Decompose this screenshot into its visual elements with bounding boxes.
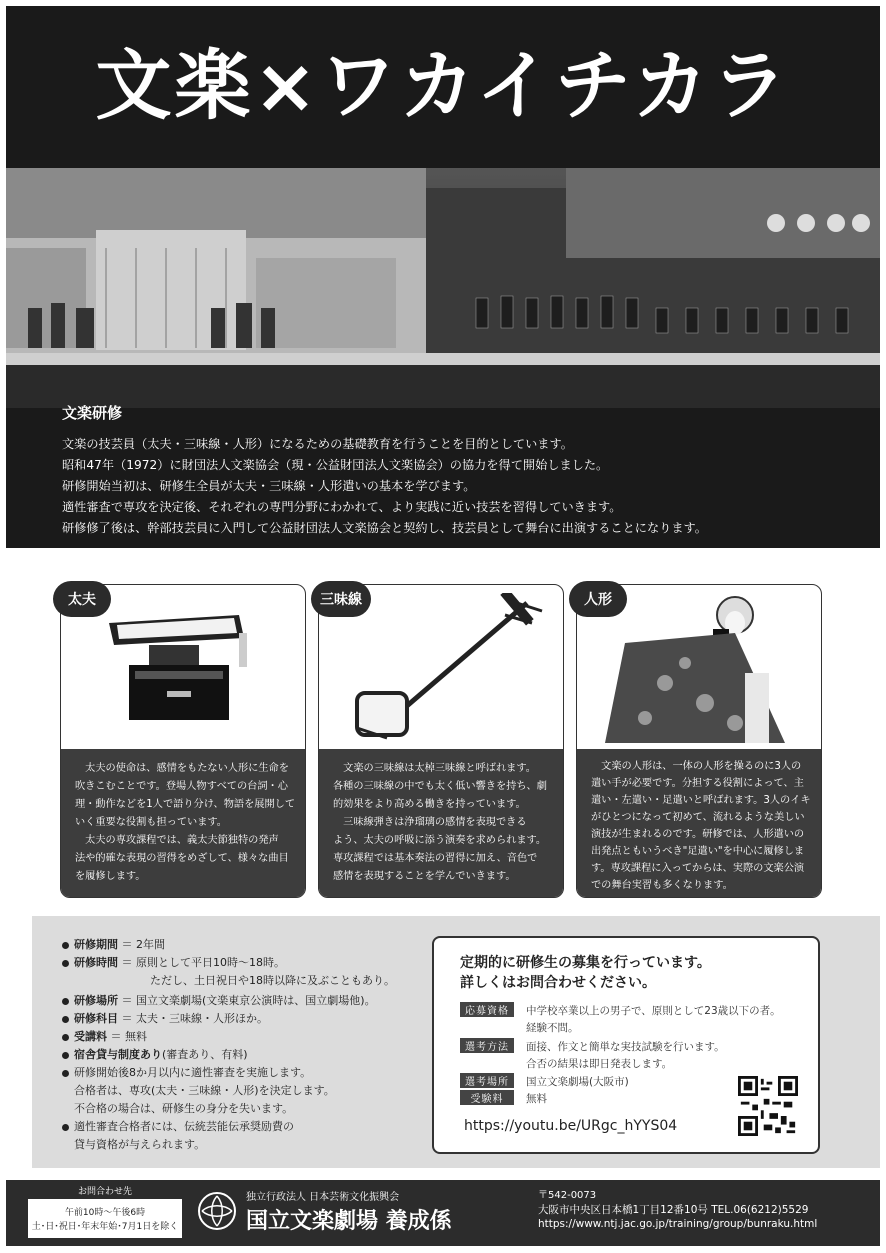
card-line: 三味線弾きは浄瑠璃の感情を表現できる [333,817,527,828]
card-line: よう、太夫の呼吸に添う演奏を求められます。 [333,835,547,846]
bullet-icon [62,942,69,949]
card-text [319,749,563,897]
tag-exam-fee: 受験料 [460,1090,514,1105]
card-line: 感情を表現することを学んでいきます。 [333,871,516,882]
recruit-box [432,936,820,1154]
card-line: 文楽の人形は、一体の人形を操るのに3人の [591,761,802,772]
spec-value: 太夫・三味線・人形ほか。 [136,1012,268,1025]
bullet-icon [62,998,69,1005]
hero-section [6,6,880,548]
tag-venue: 選考場所 [460,1073,514,1088]
intro-line: 適性審査で専攻を決定後、それぞれの専門分野にわかれて、より実践に近い技芸を習得していきます。 [62,500,622,514]
card-text [577,749,821,897]
card-line: 各種の三味線の中でも太く低い響きを持ち、劇 [333,781,547,792]
intro-heading: 文楽研修 [62,404,123,422]
spec-value: 原則として平日10時～18時。 [136,956,285,969]
card-line: 演技が生まれるのです。研修では、人形遣いの [591,829,805,840]
exam-fee-value: 無料 [526,1093,547,1105]
spec-review [62,1064,311,1080]
card-ningyo [576,584,822,898]
eligibility-value: 中学校卒業以上の男子で、原則として23歳以下の者。 [526,1005,781,1017]
contact-note: 土･日･祝日･年末年始･7月1日を除く [31,1222,179,1232]
intro-line: 研修修了後は、幹部技芸員に入門して公益財団法人文楽協会と契約し、技芸員として舞台に出演することになります。 [62,521,707,535]
card-line: 遣い手が必要です。分担する役割によって、主 [591,778,804,789]
card-line: がひとつになって初めて、流れるような美しい [591,812,805,823]
tag-method: 選考方法 [460,1038,514,1053]
intro-line: 文楽の技芸員（太夫・三味線・人形）になるための基礎教育を行うことを目的としています。 [62,437,573,451]
youtube-link[interactable]: https://youtu.be/URgc_hYYS04 [464,1118,678,1134]
recruit-heading: 定期的に研修生の募集を行っています。 [460,955,711,971]
card-line: 太夫の専攻課程では、義太夫節独特の発声 [75,835,279,846]
card-text [61,749,305,897]
card-shamisen [318,584,564,898]
card-line: 出発点ともいうべき"足遣い"を中心に履修しま [591,846,805,857]
contact-title: お問合わせ先 [28,1186,182,1199]
spec-label: 宿舎貸与制度あり [74,1048,162,1061]
spec-value: 無料 [125,1030,147,1043]
spec-hours: 研修時間 ＝ 原則として平日10時～18時。 [62,954,285,970]
intro-line: 研修開始当初は、研修生全員が太夫・三味線・人形遣いの基本を学びます。 [62,479,476,493]
theatre-name: 国立文楽劇場 養成係 [246,1209,452,1234]
card-line: を履修します。 [75,871,146,882]
card-line: 吹きこむことです。登場人物すべての台詞・心 [75,781,288,792]
tag-eligibility: 応募資格 [460,1002,514,1017]
spec-loan [62,1046,248,1062]
spec-period: 研修期間 ＝ 2年間 [62,936,165,952]
intro-line: 昭和47年（1972）に財団法人文楽協会（現・公益財団法人文楽協会）の協力を得て開始しました。 [62,458,609,472]
footer [6,1180,880,1246]
bullet-icon [62,960,69,967]
theatre-logo-icon [196,1190,238,1232]
tayu-stand-image [69,593,297,743]
spec-label: 受講料 [74,1030,107,1043]
spec-review-3: 不合格の場合は、研修生の身分を失います。 [74,1102,294,1115]
card-badge: 人形 [569,581,627,617]
contact-hours: 午前10時～午後6時 [64,1208,146,1218]
spec-aptitude-2: 貸与資格が与えられます。 [74,1138,206,1151]
spec-label: 研修時間 [74,956,118,969]
card-line: 法や的確な表現の習得をめざして、様々な曲目 [75,853,289,864]
spec-subjects: 研修科目 ＝ 太夫・三味線・人形ほか。 [62,1010,268,1026]
spec-value: 2年間 [136,938,165,951]
venue-value: 国立文楽劇場(大阪市) [526,1076,629,1088]
card-line: いく重要な役割も担っています。 [75,817,227,828]
spec-value: 適性審査合格者には、伝統芸能伝承奨励費の [74,1120,294,1133]
spec-value: 研修開始後8か月以内に適性審査を実施します。 [74,1066,312,1079]
method-value: 面接、作文と簡単な実技試験を行います。 [526,1041,725,1053]
spec-aptitude [62,1118,294,1134]
card-badge: 太夫 [53,581,111,617]
spec-value: 国立文楽劇場(文楽東京公演時は、国立劇場他)。 [136,994,376,1007]
bullet-icon [62,1016,69,1023]
stage-photo [6,168,880,408]
spec-label: 研修科目 [74,1012,118,1025]
card-line: 的効果をより高める働きを持っています。 [333,799,526,810]
contact-box [28,1186,182,1238]
card-line: 理・動作などを1人で語り分け、物語を展開して [75,799,296,810]
card-line: 専攻課程では基本奏法の習得に加え、音色で [333,853,538,864]
spec-label: 研修期間 [74,938,118,951]
spec-value: (審査あり、有料) [162,1048,248,1061]
page-title: 文楽×ワカイチカラ [95,41,791,130]
eligibility-note: 経験不問。 [526,1022,579,1034]
shamisen-image [327,593,555,743]
address: 大阪市中央区日本橋1丁目12番10号 TEL.06(6212)5529 [538,1204,809,1216]
bullet-icon [62,1070,69,1077]
method-note: 合否の結果は即日発表します。 [526,1058,673,1070]
recruit-subheading: 詳しくはお問合わせください。 [460,975,656,991]
card-line: 遣い・左遣い・足遣いと呼ばれます。3人のイキ [591,795,811,806]
qr-code-icon[interactable] [738,1076,798,1136]
postal-code: 〒542-0073 [538,1190,597,1201]
bullet-icon [62,1052,69,1059]
spec-review-2: 合格者は、専攻(太夫・三味線・人形)を決定します。 [74,1084,335,1097]
spec-label: 研修場所 [74,994,118,1007]
card-line: での舞台実習も多くなります。 [591,880,733,891]
puppet-image [585,593,813,743]
card-badge: 三味線 [311,581,371,617]
card-line: す。専攻課程に入ってからは、実際の文楽公演 [591,863,805,874]
bullet-icon [62,1034,69,1041]
card-line: 太夫の使命は、感情をもたない人形に生命を [75,763,289,774]
spec-fee: 受講料 ＝ 無料 [62,1028,147,1044]
organization-name: 独立行政法人 日本芸術文化振興会 [246,1192,400,1203]
spec-place: 研修場所 ＝ 国立文楽劇場(文楽東京公演時は、国立劇場他)。 [62,992,376,1008]
website-link[interactable]: https://www.ntj.jac.go.jp/training/group/bunraku.html [538,1218,818,1230]
card-tayu [60,584,306,898]
spec-hours-note: ただし、土日祝日や18時以降に及ぶこともあり。 [150,974,395,987]
bullet-icon [62,1124,69,1131]
card-line: 文楽の三味線は太棹三味線と呼ばれます。 [333,763,536,774]
